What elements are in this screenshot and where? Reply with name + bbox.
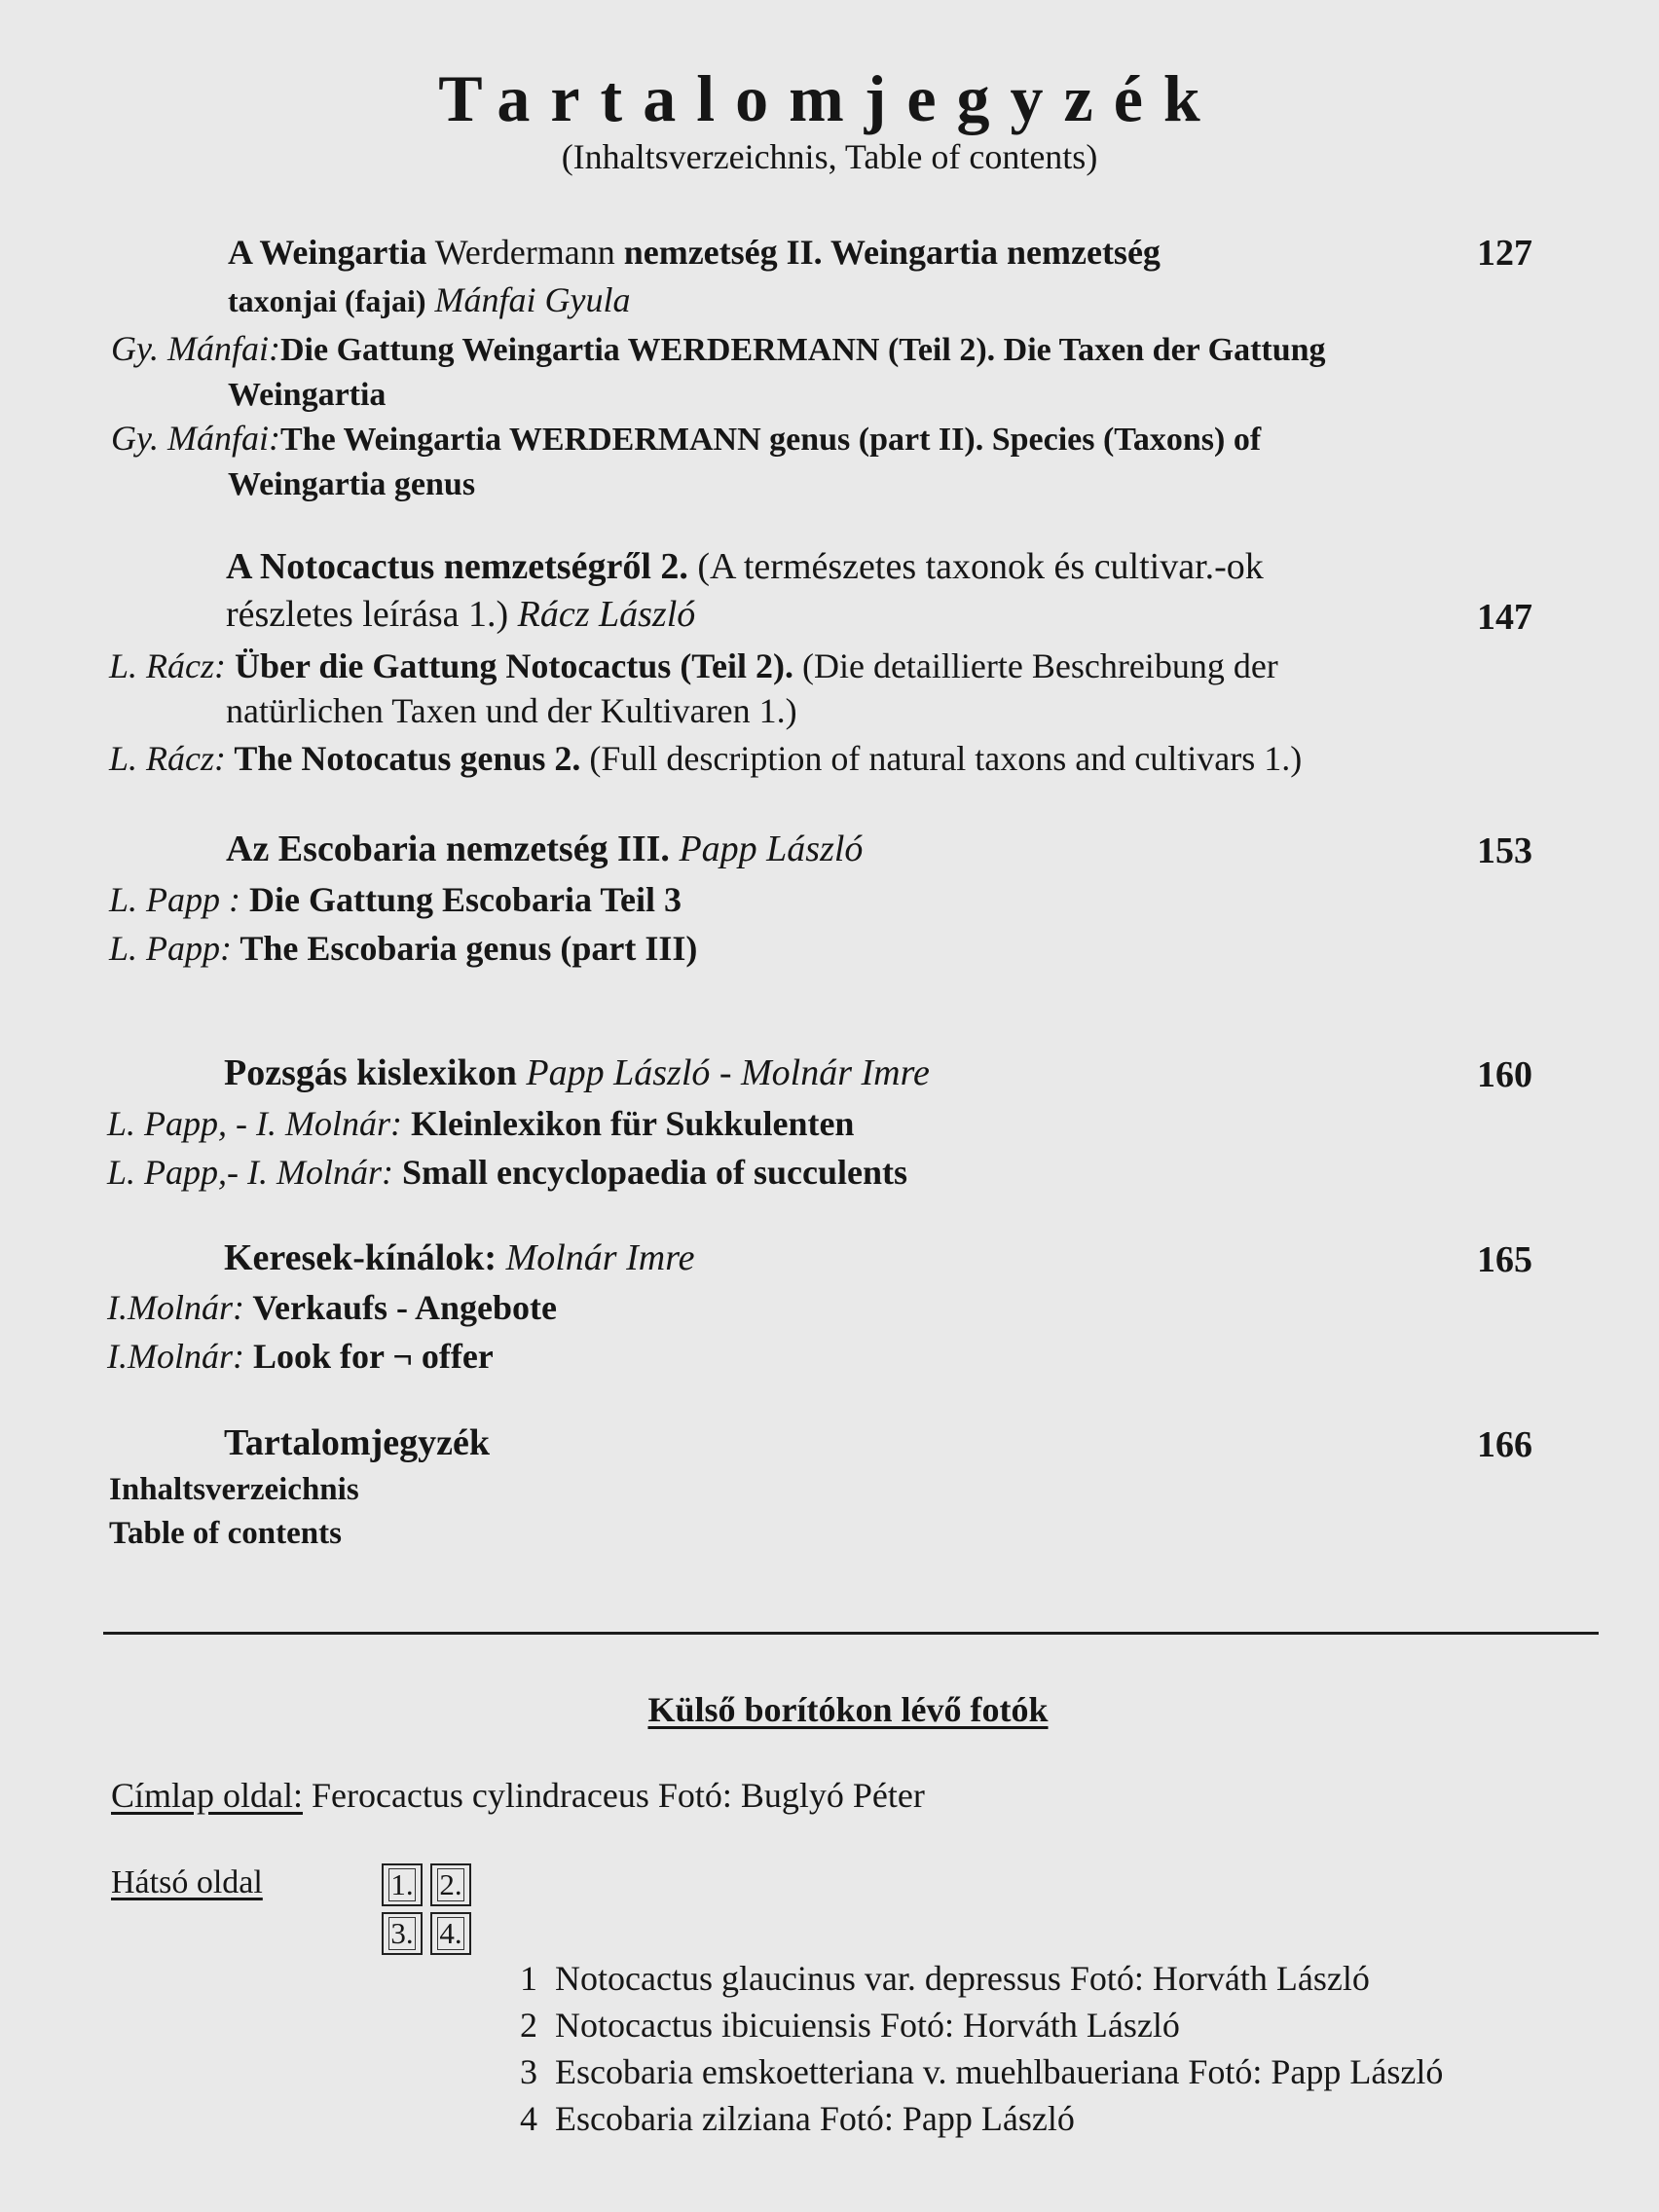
photo-list-item	[520, 2004, 1180, 2046]
toc-entry-2-en	[109, 737, 1302, 780]
entry-author: L. Papp,- I. Molnár:	[107, 1153, 393, 1192]
toc-entry-1-title-cont	[228, 278, 631, 322]
toc-entry-6-en: Table of contents	[109, 1516, 342, 1551]
toc-entry-2-page: 147	[1477, 597, 1532, 638]
toc-entry-2-de	[109, 645, 1278, 687]
grid-cell-label: 4.	[437, 1917, 464, 1950]
toc-entry-6-title: Tartalomjegyzék	[224, 1422, 490, 1463]
photo-list-item	[520, 2097, 1075, 2140]
front-cover-line	[111, 1774, 925, 1817]
horizontal-divider	[103, 1632, 1599, 1635]
entry-author: Mánfai Gyula	[425, 280, 631, 319]
grid-cell-label: 1.	[388, 1868, 416, 1901]
grid-cell-4	[430, 1912, 471, 1955]
entry-author: I.Molnár:	[107, 1337, 244, 1376]
toc-entry-4-title	[224, 1051, 930, 1094]
entry-author: L. Papp:	[109, 929, 232, 968]
entry-author: Rácz László	[508, 594, 696, 635]
entry-author: Gy. Mánfai:	[111, 419, 280, 458]
toc-entry-5-de	[107, 1286, 557, 1329]
entry-author: L. Rácz:	[109, 646, 226, 685]
photo-item-number: 3	[520, 2052, 537, 2091]
entry-author: L. Papp, - I. Molnár:	[107, 1104, 402, 1143]
grid-cell-2	[430, 1863, 471, 1906]
photo-item-text: Notocactus glaucinus var. depressus Fotó: Horváth László	[555, 1959, 1370, 1998]
entry-author: Papp László	[669, 829, 864, 869]
toc-entry-2-title	[226, 545, 1264, 588]
entry-bold-text: taxonjai (fajai)	[228, 283, 426, 318]
entry-bold-text: Small encyclopaedia of succulents	[392, 1153, 907, 1192]
toc-entry-1-page: 127	[1477, 233, 1532, 274]
photo-list-item	[520, 1957, 1370, 2000]
entry-bold-text: The Notocatus genus 2.	[226, 739, 581, 778]
toc-entry-5-title	[224, 1236, 694, 1279]
entry-author: Molnár Imre	[497, 1237, 695, 1278]
entry-bold-text: Keresek-kínálok:	[224, 1237, 498, 1278]
front-cover-text: Ferocactus cylindraceus Fotó: Buglyó Péter	[302, 1776, 925, 1815]
photo-item-text: Escobaria emskoetteriana v. muehlbaueriana Fotó: Papp László	[555, 2052, 1444, 2091]
toc-entry-2-title-cont	[226, 593, 695, 636]
entry-bold-text: Pozsgás kislexikon	[224, 1052, 517, 1093]
entry-bold-text: A Notocactus nemzetségről 2.	[226, 546, 688, 587]
toc-entry-3-de	[109, 878, 682, 921]
toc-entry-1-en-cont: Weingartia genus	[228, 466, 476, 502]
toc-entry-3-title	[226, 828, 863, 870]
toc-entry-4-de	[107, 1102, 854, 1145]
page-title: Tartalomjegyzék	[438, 61, 1221, 135]
back-cover-label: Hátsó oldal	[111, 1864, 263, 1900]
grid-cell-label: 2.	[437, 1868, 464, 1901]
toc-entry-5-en	[107, 1335, 494, 1378]
page-subtitle: (Inhaltsverzeichnis, Table of contents)	[561, 137, 1098, 176]
entry-bold-text: A Weingartia	[228, 233, 427, 272]
grid-cell-1	[382, 1863, 423, 1906]
toc-entry-2-de-cont: natürlichen Taxen und der Kultivaren 1.)	[226, 691, 797, 730]
entry-author: L. Papp :	[109, 880, 240, 919]
entry-bold-text: Az Escobaria nemzetség III.	[226, 829, 670, 869]
entry-bold-text: Look for ¬ offer	[243, 1337, 494, 1376]
photo-item-text: Escobaria zilziana Fotó: Papp László	[555, 2099, 1075, 2138]
entry-plain-text: (A természetes taxonok és cultivar.-ok	[687, 546, 1264, 587]
toc-entry-4-en	[107, 1151, 907, 1194]
entry-plain-text: (Die detaillierte Beschreibung der	[793, 646, 1278, 685]
grid-cell-3	[382, 1912, 423, 1955]
photo-item-text: Notocactus ibicuiensis Fotó: Horváth László	[555, 2006, 1180, 2045]
toc-entry-1-en	[111, 417, 1261, 461]
toc-entry-6-page: 166	[1477, 1424, 1532, 1465]
toc-entry-3-en	[109, 927, 697, 970]
toc-entry-4-page: 160	[1477, 1054, 1532, 1095]
entry-author: Papp László - Molnár Imre	[516, 1052, 930, 1093]
photo-list-item	[520, 2050, 1443, 2093]
entry-plain-text: részletes leírása 1.)	[226, 594, 509, 635]
toc-entry-1-title	[228, 231, 1161, 274]
entry-bold-text: Über die Gattung Notocactus (Teil 2).	[226, 646, 793, 685]
toc-entry-1-de-cont: Weingartia	[228, 377, 387, 413]
entry-plain-text: (Full description of natural taxons and cultivars 1.)	[580, 739, 1303, 778]
grid-cell-label: 3.	[388, 1917, 416, 1950]
photo-position-grid	[382, 1863, 477, 1957]
photo-item-number: 4	[520, 2099, 537, 2138]
toc-entry-3-page: 153	[1477, 830, 1532, 871]
entry-bold-text: The Escobaria genus (part III)	[232, 929, 698, 968]
toc-entry-6-de: Inhaltsverzeichnis	[109, 1472, 359, 1507]
entry-bold-text: Verkaufs - Angebote	[243, 1288, 558, 1327]
entry-author: I.Molnár:	[107, 1288, 244, 1327]
entry-bold-text: nemzetség II. Weingartia nemzetség	[623, 233, 1161, 272]
entry-bold-text: Die Gattung Escobaria Teil 3	[240, 880, 682, 919]
entry-bold-text: The Weingartia WERDERMANN genus (part II). Species (Taxons) of	[279, 422, 1262, 458]
entry-plain-text: Werdermann	[426, 233, 624, 272]
front-cover-label: Címlap oldal:	[111, 1776, 303, 1815]
entry-bold-text: Die Gattung Weingartia WERDERMANN (Teil 2). Die Taxen der Gattung	[279, 332, 1326, 368]
toc-entry-5-page: 165	[1477, 1239, 1532, 1280]
photos-heading: Külső borítókon lévő fotók	[647, 1690, 1049, 1729]
entry-author: Gy. Mánfai:	[111, 329, 280, 368]
photo-item-number: 2	[520, 2006, 537, 2045]
photo-item-number: 1	[520, 1959, 537, 1998]
toc-entry-1-de	[111, 327, 1326, 372]
entry-author: L. Rácz:	[109, 739, 226, 778]
entry-bold-text: Kleinlexikon für Sukkulenten	[401, 1104, 855, 1143]
